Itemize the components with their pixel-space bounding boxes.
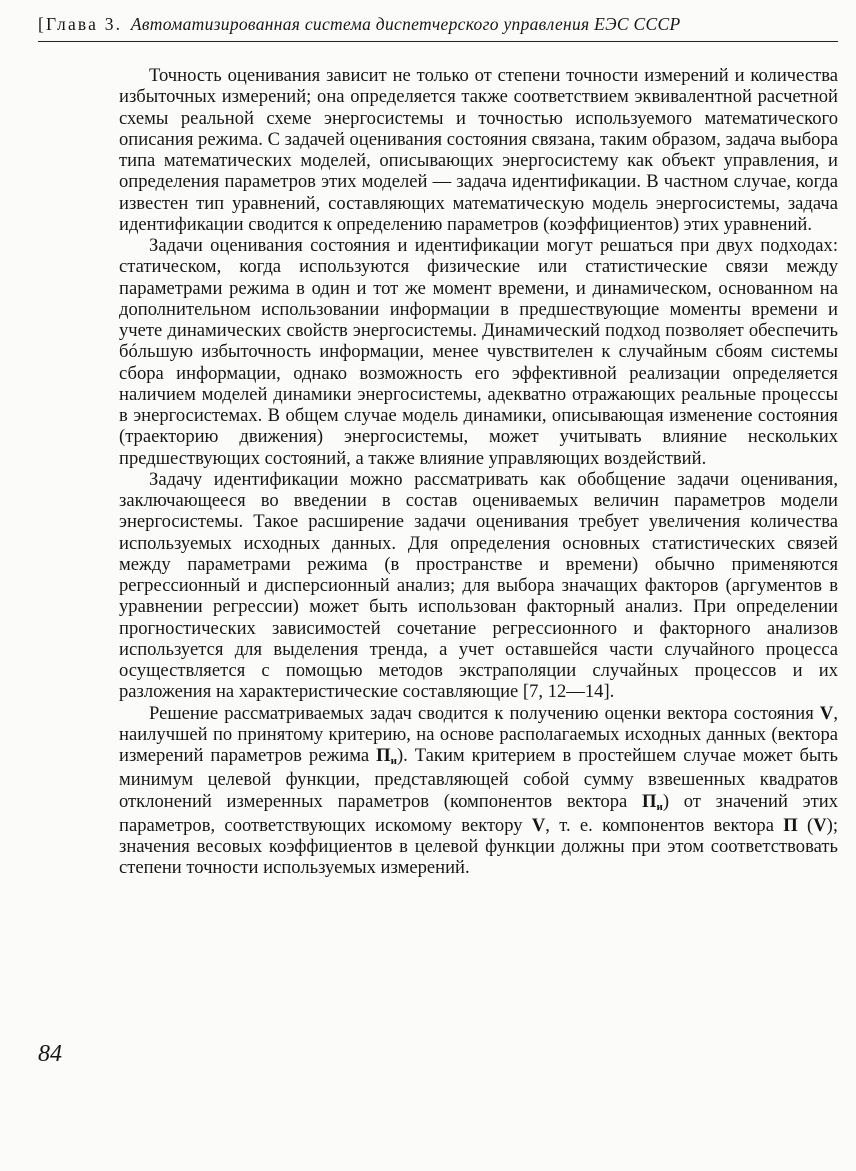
vector-pi-measured: [642, 791, 663, 812]
vector-v: V: [813, 814, 827, 836]
text-run: ). Таким критерием в простейшем случае может быть минимум целевой функции, представляющей собой сумму взвешенных квадратов отклонений измеренных параметров (компонентов вектора: [119, 745, 839, 812]
subscript-i: и: [656, 800, 663, 813]
vector-v: V: [819, 702, 834, 724]
page-number: 84: [38, 1041, 62, 1067]
vector-pi-measured: [376, 745, 397, 766]
running-head: [38, 14, 828, 35]
header-rule: [38, 41, 838, 42]
text-run: (: [797, 814, 814, 836]
subscript-i: и: [390, 755, 397, 767]
chapter-title: Автоматизированная система диспетчерского управления ЕЭС СССР: [130, 14, 681, 34]
text-run: , наилучшей по принятому критерию, на основе располагаемых исходных данных (вектора измерений параметров режима: [119, 702, 838, 766]
paragraph-solution: [119, 703, 838, 879]
pi-symbol: П: [376, 745, 391, 766]
pi-symbol: П: [642, 790, 657, 812]
text-run: ) от значений этих параметров, соответствующих искомому вектору: [119, 790, 838, 836]
text-run: , т. е. компонентов вектора: [545, 814, 784, 836]
vector-pi: П: [783, 814, 798, 836]
chapter-label: [Глава 3.: [38, 14, 123, 34]
body-text: [119, 65, 838, 879]
paragraph-identification: Задачу идентификации можно рассматривать как обобщение задачи оценивания, заключающееся во введении в состав оцениваемых величин параметров модели энергосистемы. Такое расширение задачи оценивания требует увеличения количества используемых исходных данных. Для определения основных статистических связей между параметрами режима (в пространстве и времени) обычно применяются регрессионный и дисперсионный анализ; для выбора значащих факторов (аргументов в уравнении регрессии) может быть использован факторный анализ. При определении прогностических зависимостей сочетание регрессионного и факторного анализов используется для выделения тренда, а учет оставшейся части случайного процесса осуществляется с помощью методов экстраполяции случайных процессов и их разложения на характеристические составляющие [7, 12—14].: [119, 468, 838, 703]
vector-v: V: [531, 814, 546, 836]
text-run: Решение рассматриваемых задач сводится к получению оценки вектора состояния: [149, 702, 820, 724]
text-run: ); значения весовых коэффициентов в целевой функции должны при этом соответствовать степени точности используемых измерений.: [119, 814, 839, 879]
paragraph-accuracy: Точность оценивания зависит не только от степени точности измерений и количества избыточных измерений; она определяется также соответствием эквивалентной расчетной схемы реальной схеме энергосистемы и точностью используемого математического описания режима. С задачей оценивания состояния связана, таким образом, задача выбора типа математических моделей, описывающих энергосистему как объект управления, и определения параметров этих моделей — задача идентификации. В частном случае, когда известен тип уравнений, составляющих математическую модель энергосистемы, задача идентификации сводится к определению параметров (коэффициентов) этих уравнений.: [119, 65, 838, 235]
paragraph-approaches: Задачи оценивания состояния и идентификации могут решаться при двух подходах: статическом, когда используются физические или статистические связи между параметрами режима в один и тот же момент времени, и динамическом, основанном на дополнительном использовании информации в предшествующие моменты времени и учете динамических свойств энергосистемы. Динамический подход позволяет обеспечить бóльшую избыточность информации, менее чувствителен к случайным сбоям системы сбора информации, однако возможность его эффективной реализации определяется наличием моделей динамики энергосистемы, адекватно отражающих реальные процессы в энергосистемах. В общем случае модель динамики, описывающая изменение состояния (траекторию движения) энергосистемы, может учитывать влияние нескольких предшествующих состояний, а также влияние управляющих воздействий.: [119, 235, 838, 469]
